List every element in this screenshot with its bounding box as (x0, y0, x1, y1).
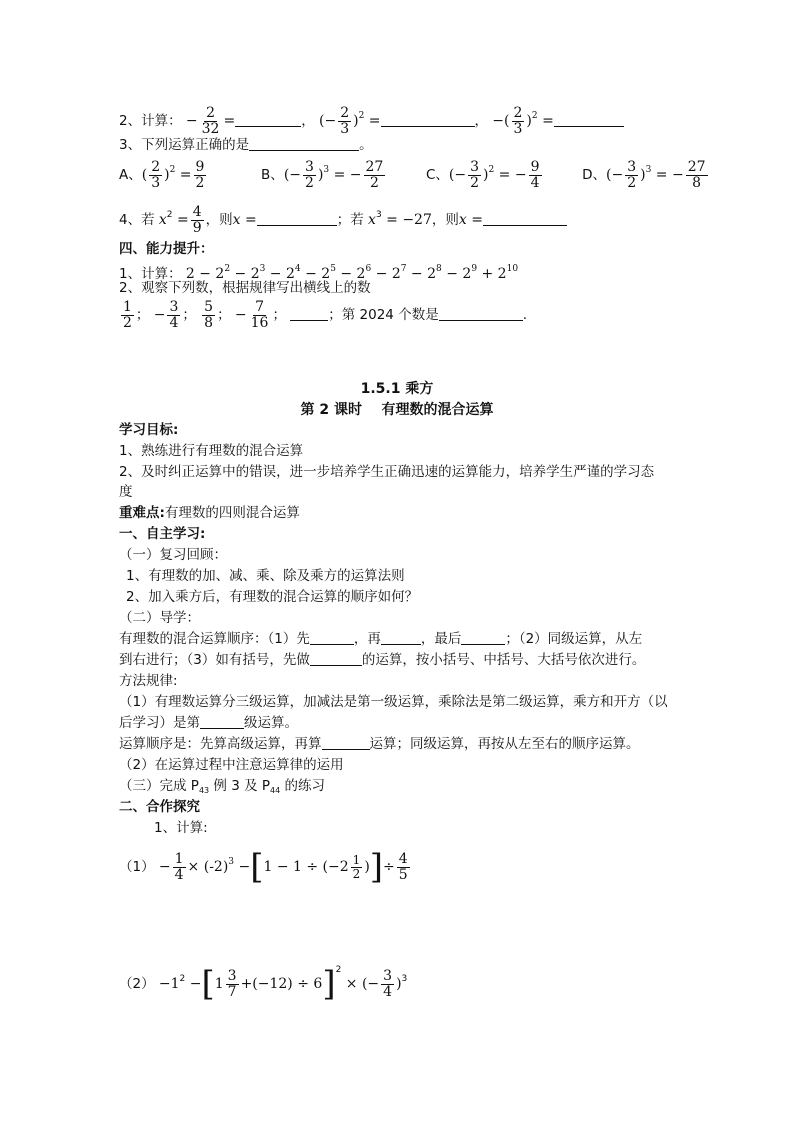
review-item-2: 2、加入乘方后，有理数的混合运算的顺序如何？ (126, 589, 419, 605)
q3-end: 。 (359, 137, 373, 153)
answer-blank[interactable] (310, 651, 362, 666)
goal-2-cont: 度 (119, 484, 133, 500)
rule-heading: 方法规律: (119, 673, 178, 689)
self-study-heading: 一、自主学习: (119, 526, 206, 542)
problem-1-label: （1） (119, 859, 155, 876)
order-line-2: 到右进行；（3）如有括号，先做 的运算，按小括号、中括号、大括号依次进行。 (119, 652, 646, 668)
answer-blank[interactable] (310, 630, 354, 645)
option-b: B、(− $\frac{3}{2}$ )$^3$ = − $\frac{27}{2}$ (261, 159, 384, 191)
seq-item: $\frac{7}{16}$ (250, 299, 269, 331)
answer-blank[interactable] (322, 735, 370, 750)
q3-options (119, 160, 710, 190)
option-a: A、( $\frac{2}{3}$ )$^2$ = $\frac{9}{2}$ (119, 159, 205, 191)
goal-1: 1、熟练进行有理数的混合运算 (119, 443, 304, 459)
q4-line: 4、若 $x^2$ = $\frac{4}{9}$ ，则x = ；若 $x^3 = -27$，则x = (119, 205, 567, 235)
problem-2-label: （2） (119, 976, 155, 992)
key-label: 重难点: (119, 505, 165, 521)
q4-label: 4、若 (119, 212, 155, 229)
q3-line (119, 135, 373, 155)
lesson-title: 1.5.1 乘方 (360, 381, 434, 397)
section4-heading: 四、能力提升： (119, 241, 214, 257)
answer-blank[interactable] (483, 211, 567, 226)
q3-label: 3、下列运算正确的是 (119, 137, 250, 153)
review-heading: （一）复习回顾： (119, 547, 227, 563)
s4-q1-label: 1、计算： (119, 266, 182, 282)
rule-1-cont: 后学习）是第 级运算。 (119, 715, 298, 731)
task-3: （三）完成 $P_{43}$ 例 3 及 $P_{44}$ 的练习 (119, 778, 326, 795)
power-series: $2 - 2^2 - 2^3 - 2^4 - 2^5 - 2^6 - 2^7 - 2^8 - 2^9 + 2^{10}$ (185, 264, 519, 282)
answer-blank[interactable] (257, 211, 337, 226)
goal-2: 2、及时纠正运算中的错误，进一步培养学生正确迅速的运算能力，培养学生严谨的学习态 (119, 464, 655, 480)
answer-blank[interactable] (381, 630, 421, 645)
order-line-1: 有理数的混合运算顺序：（1）先 ，再 ，最后 ；（2）同级运算，从左 (119, 631, 643, 647)
fraction: $\frac{2}{3}$ (340, 105, 350, 137)
sequence-rule: 运算顺序是：先算高级运算，再算 运算；同级运算，再按从左至右的顺序运算。 (119, 736, 640, 752)
rule-1: （1）有理数运算分三级运算，加减法是第一级运算，乘除法是第二级运算，乘方和开方（以 (119, 694, 668, 710)
seq-item: $\frac{1}{2}$ (123, 299, 132, 331)
fraction: $\frac{2}{32}$ (201, 105, 220, 137)
answer-blank[interactable] (439, 306, 523, 321)
answer-blank[interactable] (381, 112, 475, 127)
s4-q2-sequence: $\frac{1}{2}$ ； − $\frac{3}{4}$ ； $\frac{5}{8}$ ； − $\frac{7}{16}$ ； ；第 2024 个数是 . (123, 299, 527, 331)
rule-2: （2）在运算过程中注意运算律的运用 (119, 757, 344, 773)
answer-blank[interactable] (249, 136, 359, 151)
problem-2: $(2) -1^2 -[1$ $\frac{3}{7}$ +(−12) ÷ 6]$^2$ × (− $\frac{3}{4}$ )$^3$ (119, 964, 408, 1004)
answer-blank[interactable] (200, 714, 244, 729)
s4-q2-label: 2、观察下列数，根据规律写出横线上的数 (119, 280, 371, 296)
answer-blank[interactable] (235, 112, 301, 127)
answer-blank[interactable] (461, 630, 505, 645)
guide-heading: （二）导学： (119, 610, 200, 626)
lesson-subtitle: 第 2 课时 有理数的混合运算 (300, 402, 494, 418)
q2-label: 2、计算： (119, 113, 182, 130)
q2-calc-line: 2、计算： − $\frac{2}{32}$ = ， (− $\frac{2}{3}$ )$^2$ = ， −( $\frac{2}{3}$ )$^2$ = (119, 106, 624, 136)
key-points (119, 503, 300, 523)
option-d: D、(− $\frac{3}{2}$ )$^3$ = − $\frac{27}{8}$ (582, 159, 706, 191)
review-item-1: 1、有理数的加、减、乘、除及乘方的运算法则 (126, 568, 405, 584)
key-text: 有理数的四则混合运算 (164, 505, 300, 521)
fraction: $\frac{2}{3}$ (513, 105, 523, 137)
answer-blank[interactable] (290, 306, 328, 321)
calc-label: 1、计算: (154, 820, 208, 836)
seq-item: $\frac{3}{4}$ (169, 299, 179, 331)
problem-1: （1） − $\frac{1}{4}$ × $(-2)^3 -[1 - 1 \div (-2$ $\frac{1}{2}$ )]÷ $\frac{4}{5}$ (119, 847, 408, 888)
seq-item: $\frac{5}{8}$ (204, 299, 214, 331)
option-c: C、(− $\frac{3}{2}$ )$^2$ = − $\frac{9}{4}$ (425, 159, 540, 191)
answer-blank[interactable] (554, 112, 624, 127)
goals-heading: 学习目标: (119, 422, 179, 438)
coop-heading: 二、合作探究 (119, 799, 200, 815)
